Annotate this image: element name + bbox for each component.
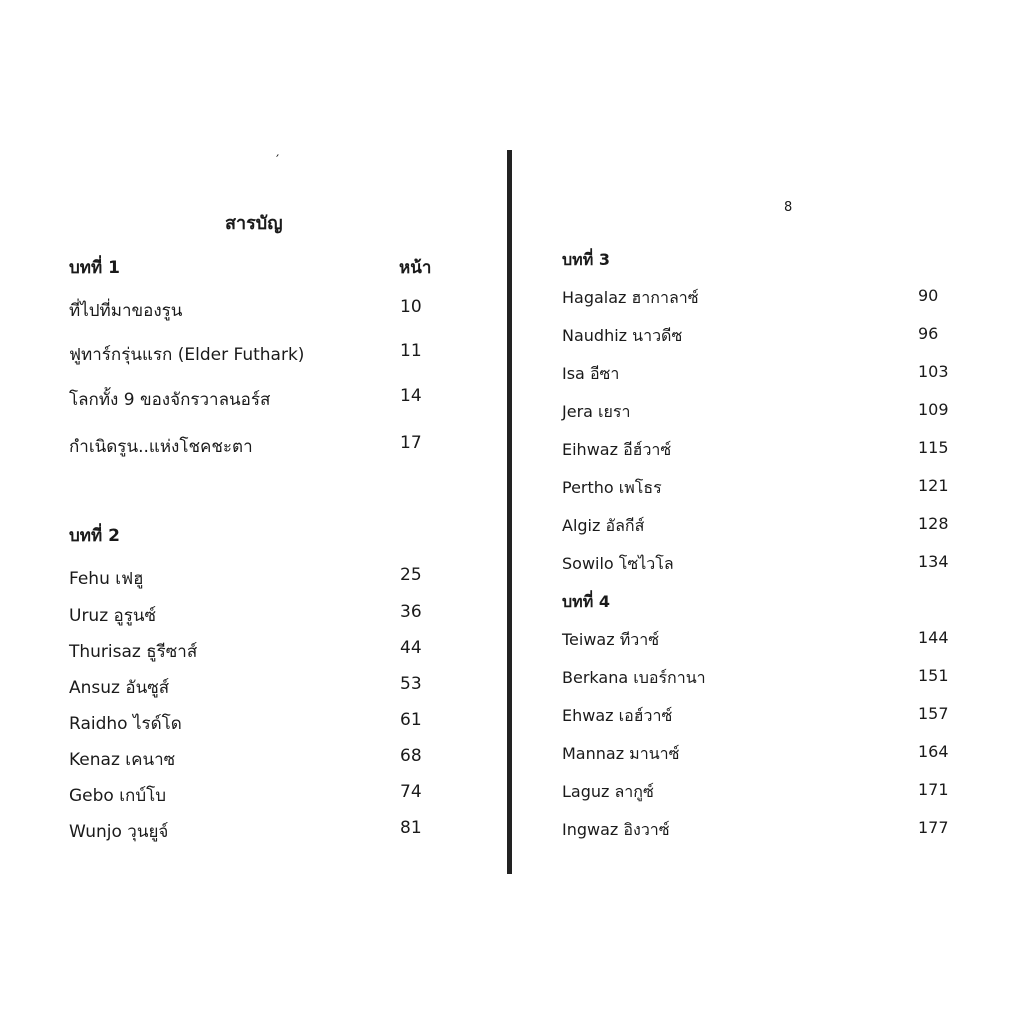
toc-entry-label: Naudhiz นาวดีซ: [562, 326, 683, 345]
toc-entry-page: 151: [918, 666, 949, 685]
toc-entry-label: Ehwaz เอฮ์วาซ์: [562, 706, 673, 725]
toc-entry-page: 121: [918, 476, 949, 495]
toc-entry-page: 96: [918, 324, 939, 343]
toc-entry-label: Isa อีซา: [562, 364, 620, 383]
page-number: 8: [784, 200, 793, 215]
chapter-3-heading: บทที่ 3: [562, 250, 610, 269]
toc-entry-label: Kenaz เคนาซ: [69, 750, 176, 770]
toc-entry-label: ที่ไปที่มาของรูน: [69, 301, 183, 321]
toc-entry-page: 164: [918, 742, 949, 761]
page-mark: ′: [276, 153, 280, 169]
toc-entry-label: ฟูทาร์กรุ่นแรก (Elder Futhark): [69, 345, 305, 365]
toc-entry-page: 53: [400, 674, 422, 694]
toc-entry-page: 44: [400, 638, 422, 658]
toc-entry-page: 68: [400, 746, 422, 766]
toc-entry-label: Ingwaz อิงวาซ์: [562, 820, 670, 839]
toc-entry-label: Hagalaz ฮากาลาซ์: [562, 288, 699, 307]
toc-entry-label: กำเนิดรูน..แห่งโชคชะตา: [69, 437, 253, 457]
toc-entry-label: Laguz ลากูซ์: [562, 782, 654, 801]
page-column-heading: หน้า: [399, 258, 432, 278]
toc-entry-page: 134: [918, 552, 949, 571]
toc-entry-label: Ansuz อันซูส์: [69, 678, 170, 698]
toc-entry-label: Teiwaz ทีวาซ์: [562, 630, 660, 649]
toc-entry-label: Mannaz มานาซ์: [562, 744, 680, 763]
toc-entry-label: โลกทั้ง 9 ของจักรวาลนอร์ส: [69, 390, 271, 410]
toc-entry-page: 103: [918, 362, 949, 381]
chapter-1-heading: บทที่ 1: [69, 258, 120, 278]
toc-entry-page: 115: [918, 438, 949, 457]
toc-entry-label: Fehu เฟฮู: [69, 569, 144, 589]
toc-entry-label: Sowilo โซไวโล: [562, 554, 674, 573]
toc-entry-page: 81: [400, 818, 422, 838]
toc-entry-label: Pertho เพโธร: [562, 478, 662, 497]
toc-entry-page: 17: [400, 433, 422, 453]
toc-entry-label: Raidho ไรด์โด: [69, 714, 182, 734]
toc-entry-page: 36: [400, 602, 422, 622]
toc-entry-page: 144: [918, 628, 949, 647]
toc-entry-page: 11: [400, 341, 422, 361]
toc-entry-page: 61: [400, 710, 422, 730]
toc-entry-label: Berkana เบอร์กานา: [562, 668, 706, 687]
chapter-2-heading: บทที่ 2: [69, 526, 120, 546]
toc-entry-page: 14: [400, 386, 422, 406]
toc-entry-page: 171: [918, 780, 949, 799]
toc-title: สารบัญ: [225, 213, 283, 234]
toc-entry-label: Algiz อัลกีส์: [562, 516, 645, 535]
toc-entry-page: 25: [400, 565, 422, 585]
toc-entry-page: 10: [400, 297, 422, 317]
toc-entry-label: Thurisaz ธูรีซาส์: [69, 642, 198, 662]
toc-entry-label: Wunjo วุนยูจ์: [69, 822, 169, 842]
chapter-4-heading: บทที่ 4: [562, 592, 610, 611]
toc-entry-label: Uruz อูรูนซ์: [69, 606, 157, 626]
toc-entry-label: Jera เยรา: [562, 402, 631, 421]
toc-entry-page: 74: [400, 782, 422, 802]
toc-entry-page: 157: [918, 704, 949, 723]
page-divider: [507, 150, 512, 874]
toc-entry-label: Eihwaz อีฮ์วาซ์: [562, 440, 672, 459]
toc-entry-page: 109: [918, 400, 949, 419]
toc-entry-page: 90: [918, 286, 939, 305]
toc-entry-label: Gebo เกบ์โบ: [69, 786, 167, 806]
toc-entry-page: 177: [918, 818, 949, 837]
toc-entry-page: 128: [918, 514, 949, 533]
